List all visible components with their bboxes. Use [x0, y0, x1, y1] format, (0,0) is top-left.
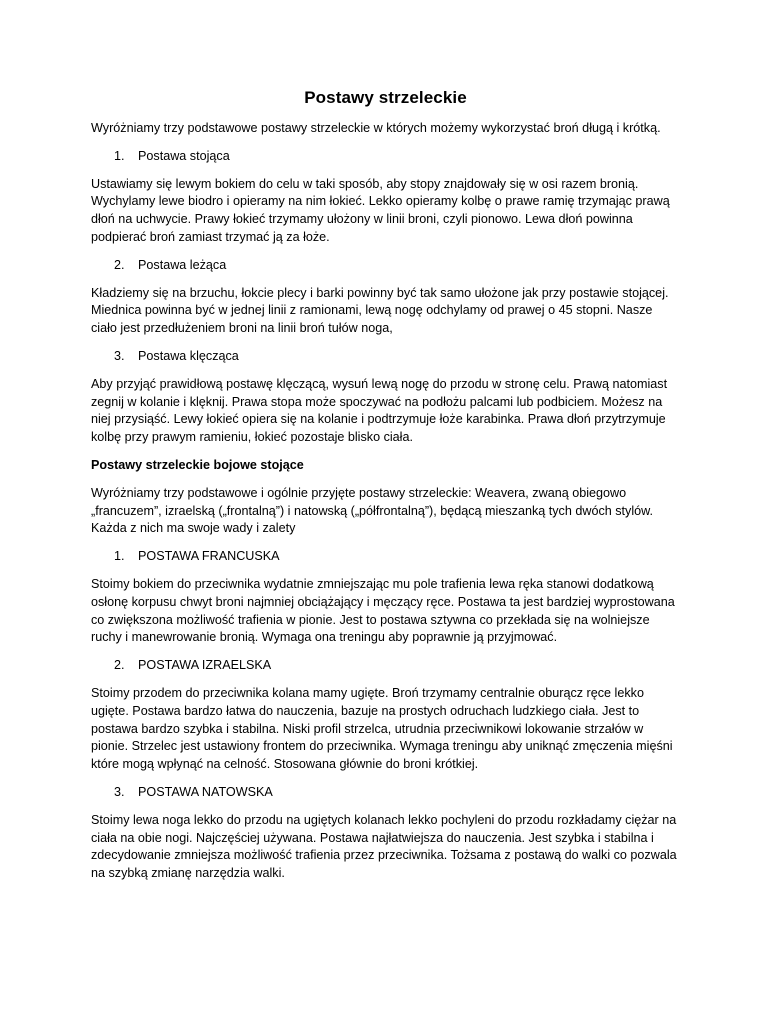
list-number: 3. [114, 784, 125, 799]
section-heading: Postawy strzeleckie bojowe stojące [91, 457, 304, 472]
intro-paragraph: Wyróżniamy trzy podstawowe postawy strzeleckie w których możemy wykorzystać broń długą i krótką. [91, 121, 661, 135]
paragraph: Wyróżniamy trzy podstawowe i ogólnie przyjęte postawy strzeleckie: Weavera, zwaną obiegowo „francuzem”, izraelską („frontalną”) i natowską („półfrontalną”), będącą mieszanką tych dwóch stylów. Każda z nich ma swoje wady i zalety [91, 485, 654, 536]
paragraph: Aby przyjąć prawidłową postawę klęczącą, wysuń lewą nogę do przodu w stronę celu. Prawą natomiast zegnij w kolanie i klęknij. Prawa stopa może spoczywać na podłożu palcami lub podbiciem. Możesz na niej przysiąść. Lewy łokieć opiera się na kolanie i podtrzymuje łoże karabinka. Prawa dłoń przytrzymuje kolbę przy prawym ramieniu, łokieć pozostaje blisko ciała. [91, 376, 668, 445]
numbered-item [91, 257, 680, 275]
list-item-label: Postawa klęcząca [138, 348, 239, 363]
list-number: 3. [114, 348, 125, 363]
list-item [91, 548, 680, 566]
paragraph: Stoimy bokiem do przeciwnika wydatnie zmniejszając mu pole trafienia lewa ręka stanowi dodatkową osłonę korpusu chwyt broni najmniej obciążający i męczący ręce. Postawa ta jest bardziej wyprostowana co zwiększona możliwość trafienia w pionie. Jest to postawa sztywna co przekłada się na wolniejsze ruchy i manewrowanie bronią. Wymaga ona treningu aby poprawnie ją przyjmować. [91, 576, 675, 645]
paragraph: Kładziemy się na brzuchu, łokcie plecy i barki powinny być tak samo ułożone jak przy postawie stojącej. Miednica powinna być w jednej linii z ramionami, lewą nogę odchylamy od prawej o 45 stopni. Nasze ciało jest przedłużeniem broni na linii broń tułów noga, [91, 285, 669, 336]
list-item-label: POSTAWA NATOWSKA [138, 784, 273, 799]
list-item-label: Postawa leżąca [138, 257, 227, 272]
paragraph: Stoimy lewa noga lekko do przodu na ugiętych kolanach lekko pochyleni do przodu rozkładamy ciężar na ciała na obie nogi. Najczęściej używana. Postawa najłatwiejsza do nauczenia. Jest szybka i stabilna i zdecydowanie zmniejsza możliwość trafienia przez przeciwnika. Tożsama z postawą do walki co pozwala na szybką zmianę narzędzia walki. [91, 812, 677, 881]
document-title: Postawy strzeleckie [304, 88, 467, 107]
list-item-label: POSTAWA IZRAELSKA [138, 658, 272, 673]
list-number: 1. [114, 148, 125, 163]
list-item-label: Postawa stojąca [138, 148, 230, 163]
list-item-label: POSTAWA FRANCUSKA [138, 549, 280, 564]
list-number: 2. [114, 257, 125, 272]
numbered-item [91, 348, 680, 366]
numbered-item [91, 784, 680, 802]
numbered-item [91, 548, 680, 566]
list-item [91, 657, 680, 675]
list-item [91, 784, 680, 802]
paragraph: Stoimy przodem do przeciwnika kolana mamy ugięte. Broń trzymamy centralnie oburącz ręce lekko ugięte. Postawa bardzo łatwa do nauczenia, bazuje na prostych odruchach ludzkiego ciała. Jest to postawa bardzo szybka i stabilna. Niski profil strzelca, utrudnia przeciwnikowi lokowanie strzałów w pionie. Strzelec jest ustawiony frontem do przeciwnika. Wymaga treningu aby uniknąć zmęczenia mięśni które mogą wpłynąć na celność. Stosowana głównie do broni krótkiej. [91, 685, 673, 772]
list-item [91, 348, 680, 366]
list-item [91, 148, 680, 166]
paragraph: Ustawiamy się lewym bokiem do celu w taki sposób, aby stopy znajdowały się w osi razem bronią. Wychylamy lewe biodro i opieramy na nim łokieć. Lekko opieramy kolbę o prawe ramię trzymając prawą dłoń na uchwycie. Prawy łokieć trzymamy ułożony w linii broni, czyli pionowo. Lewa dłoń powinna podpierać broń zamiast trzymać ją za łoże. [91, 176, 670, 244]
list-item [91, 257, 680, 275]
numbered-item [91, 657, 680, 675]
list-number: 2. [114, 658, 125, 673]
list-number: 1. [114, 549, 125, 564]
numbered-item [91, 148, 680, 166]
